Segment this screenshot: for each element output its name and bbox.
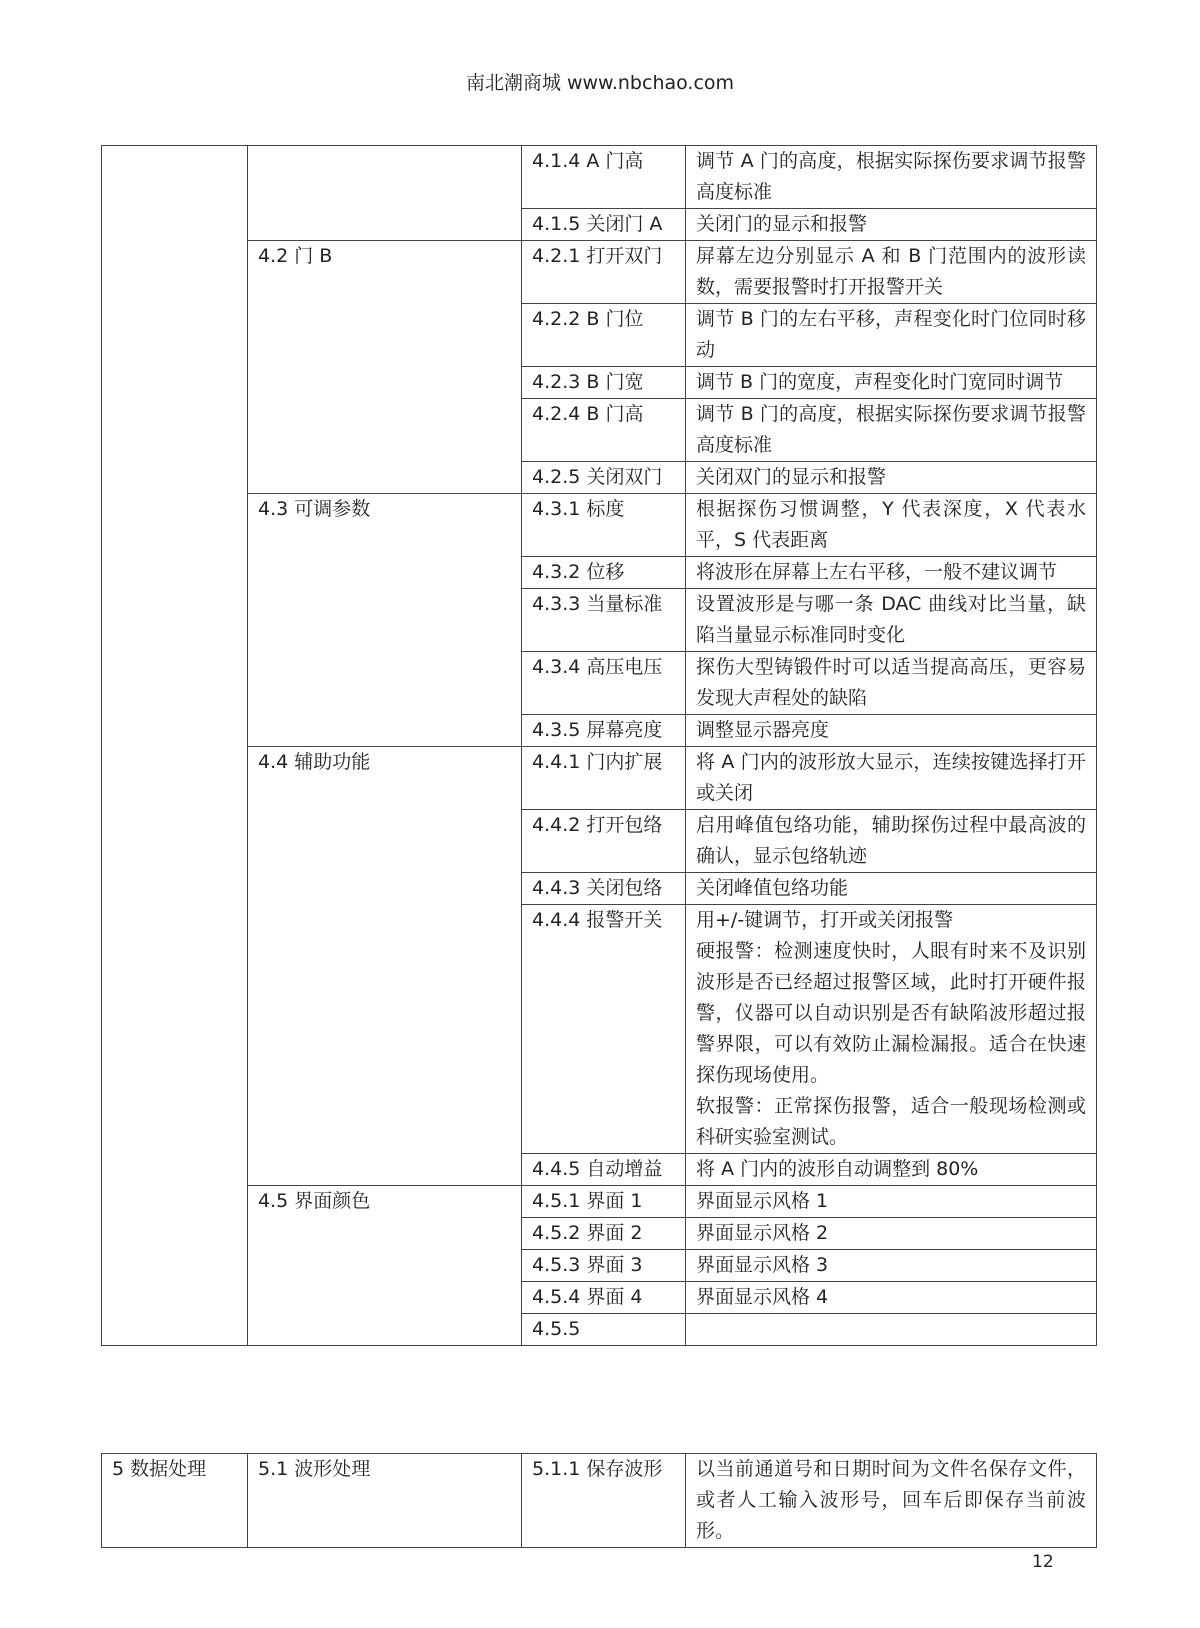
item-code-cell: 4.5.3 界面 3 xyxy=(522,1250,686,1282)
item-code-cell: 5.1.1 保存波形 xyxy=(522,1454,686,1548)
group-cell: 4.5 界面颜色 xyxy=(248,1186,522,1346)
item-code-cell: 4.5.1 界面 1 xyxy=(522,1186,686,1218)
group-cell: 4.4 辅助功能 xyxy=(248,747,522,1186)
item-code-cell: 4.4.5 自动增益 xyxy=(522,1154,686,1186)
item-description-cell: 将 A 门内的波形自动调整到 80% xyxy=(686,1154,1097,1186)
item-code-cell: 4.4.4 报警开关 xyxy=(522,905,686,1154)
item-description-cell: 调节 B 门的高度，根据实际探伤要求调节报警高度标准 xyxy=(686,399,1097,462)
item-description-cell: 调整显示器亮度 xyxy=(686,715,1097,747)
item-description-cell: 探伤大型铸锻件时可以适当提高高压，更容易发现大声程处的缺陷 xyxy=(686,652,1097,715)
item-code-cell: 4.2.5 关闭双门 xyxy=(522,462,686,494)
group-cell: 5.1 波形处理 xyxy=(248,1454,522,1548)
item-code-cell: 4.1.4 A 门高 xyxy=(522,146,686,209)
item-description-cell: 设置波形是与哪一条 DAC 曲线对比当量，缺陷当量显示标准同时变化 xyxy=(686,589,1097,652)
section-cell: 5 数据处理 xyxy=(102,1454,248,1548)
item-code-cell: 4.3.5 屏幕亮度 xyxy=(522,715,686,747)
page-header: 南北潮商城 www.nbchao.com xyxy=(465,72,735,94)
item-code-cell: 4.1.5 关闭门 A xyxy=(522,209,686,241)
item-code-cell: 4.3.4 高压电压 xyxy=(522,652,686,715)
page-number: 12 xyxy=(1032,1552,1054,1572)
group-cell: 4.3 可调参数 xyxy=(248,494,522,747)
group-cell: 4.2 门 B xyxy=(248,241,522,494)
item-code-cell: 4.3.1 标度 xyxy=(522,494,686,557)
table-row xyxy=(102,1454,1097,1548)
item-description-cell: 关闭峰值包络功能 xyxy=(686,873,1097,905)
item-description-cell: 将波形在屏幕上左右平移，一般不建议调节 xyxy=(686,557,1097,589)
table-row xyxy=(102,1186,1097,1218)
table-row xyxy=(102,494,1097,557)
item-description-cell: 根据探伤习惯调整，Y 代表深度，X 代表水平，S 代表距离 xyxy=(686,494,1097,557)
item-description-cell: 屏幕左边分别显示 A 和 B 门范围内的波形读数，需要报警时打开报警开关 xyxy=(686,241,1097,304)
item-description-cell: 用+/-键调节，打开或关闭报警 硬报警：检测速度快时，人眼有时来不及识别波形是否已经超过报警区域，此时打开硬件报警，仪器可以自动识别是否有缺陷波形超过报警界限，可以有效防止漏检漏报。适合在快速探伤现场使用。 软报警：正常探伤报警，适合一般现场检测或科研实验室测试。 xyxy=(686,905,1097,1154)
item-code-cell: 4.5.2 界面 2 xyxy=(522,1218,686,1250)
item-description-cell: 关闭双门的显示和报警 xyxy=(686,462,1097,494)
item-description-cell: 启用峰值包络功能，辅助探伤过程中最高波的确认，显示包络轨迹 xyxy=(686,810,1097,873)
item-code-cell: 4.3.2 位移 xyxy=(522,557,686,589)
item-code-cell: 4.2.1 打开双门 xyxy=(522,241,686,304)
item-description-cell: 调节 A 门的高度，根据实际探伤要求调节报警高度标准 xyxy=(686,146,1097,209)
item-code-cell: 4.5.4 界面 4 xyxy=(522,1282,686,1314)
item-code-cell: 4.4.3 关闭包络 xyxy=(522,873,686,905)
item-code-cell: 4.3.3 当量标准 xyxy=(522,589,686,652)
item-code-cell: 4.2.4 B 门高 xyxy=(522,399,686,462)
item-description-cell: 调节 B 门的宽度，声程变化时门宽同时调节 xyxy=(686,367,1097,399)
item-description-cell xyxy=(686,1314,1097,1346)
table-row xyxy=(102,747,1097,810)
group-cell xyxy=(248,146,522,241)
item-code-cell: 4.2.2 B 门位 xyxy=(522,304,686,367)
data-processing-table xyxy=(101,1453,1097,1548)
item-code-cell: 4.2.3 B 门宽 xyxy=(522,367,686,399)
item-description-cell: 界面显示风格 3 xyxy=(686,1250,1097,1282)
item-description-cell: 关闭门的显示和报警 xyxy=(686,209,1097,241)
table-row xyxy=(102,241,1097,304)
item-description-cell: 以当前通道号和日期时间为文件名保存文件，或者人工输入波形号，回车后即保存当前波形。 xyxy=(686,1454,1097,1548)
item-description-cell: 调节 B 门的左右平移，声程变化时门位同时移动 xyxy=(686,304,1097,367)
item-code-cell: 4.4.1 门内扩展 xyxy=(522,747,686,810)
item-description-cell: 界面显示风格 4 xyxy=(686,1282,1097,1314)
item-description-cell: 界面显示风格 1 xyxy=(686,1186,1097,1218)
item-description-cell: 界面显示风格 2 xyxy=(686,1218,1097,1250)
item-code-cell: 4.5.5 xyxy=(522,1314,686,1346)
item-description-cell: 将 A 门内的波形放大显示，连续按键选择打开或关闭 xyxy=(686,747,1097,810)
section-cell xyxy=(102,146,248,1346)
item-code-cell: 4.4.2 打开包络 xyxy=(522,810,686,873)
menu-function-table xyxy=(101,145,1097,1346)
table-row xyxy=(102,146,1097,209)
